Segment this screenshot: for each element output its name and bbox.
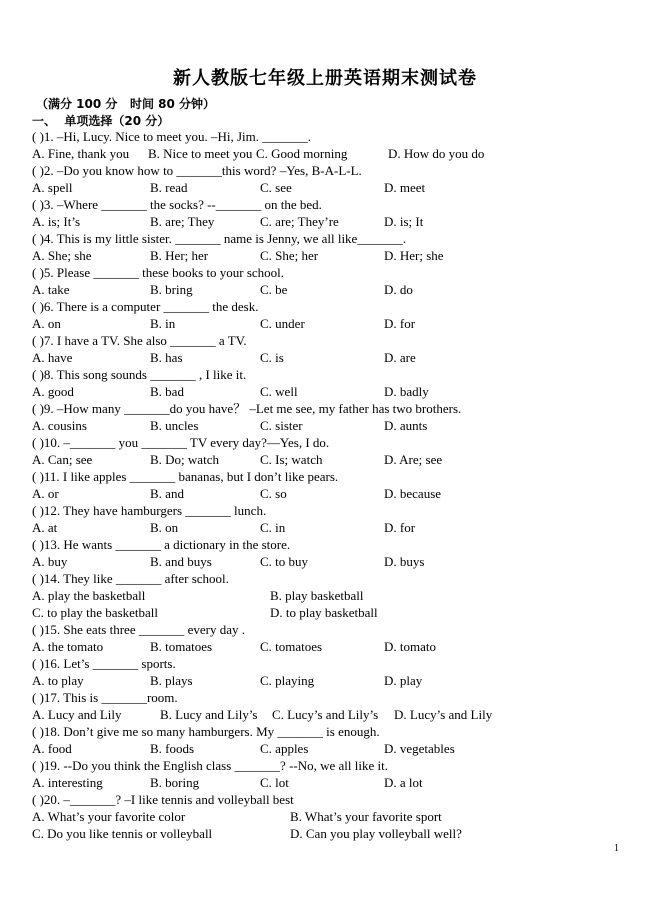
answer-option: B. Nice to meet you	[148, 146, 253, 161]
answer-option: C. playing	[260, 673, 315, 688]
answer-option: A. What’s your favorite color	[32, 809, 186, 824]
answer-option: C. lot	[260, 775, 289, 790]
answer-option: B. has	[150, 350, 183, 365]
option-row	[32, 604, 632, 621]
answer-option: A. to play	[32, 673, 84, 688]
answer-option: A. at	[32, 520, 58, 535]
question-stem: ( )2. –Do you know how to _______this word? –Yes, B-A-L-L.	[32, 163, 362, 178]
option-row	[32, 587, 632, 604]
answer-option: A. the tomato	[32, 639, 104, 654]
answer-option: D. because	[384, 486, 442, 501]
question-stem: ( )16. Let’s _______ sports.	[32, 656, 176, 671]
answer-option: B. tomatoes	[150, 639, 213, 654]
question-stem: ( )4. This is my little sister. _______ name is Jenny, we all like_______.	[32, 231, 407, 246]
question-stem: ( )18. Don’t give me so many hamburgers. My _______ is enough.	[32, 724, 380, 739]
answer-option: D. How do you do	[388, 146, 485, 161]
question-stem: ( )5. Please _______ these books to your school.	[32, 265, 285, 280]
answer-option: C. sister	[260, 418, 303, 433]
answer-option: D. Lucy’s and Lily	[394, 707, 493, 722]
answer-option: A. take	[32, 282, 70, 297]
answer-option: D. badly	[384, 384, 429, 399]
question-stem: ( )13. He wants _______ a dictionary in the store.	[32, 537, 291, 552]
answer-option: C. to play the basketball	[32, 605, 159, 620]
answer-option: D. is; It	[384, 214, 424, 229]
answer-option: D. to play basketball	[270, 605, 378, 620]
answer-option: B. uncles	[150, 418, 199, 433]
answer-option: A. spell	[32, 180, 73, 195]
answer-option: B. bad	[150, 384, 184, 399]
option-row	[32, 145, 632, 162]
answer-option: C. see	[260, 180, 292, 195]
answer-option: D. do	[384, 282, 413, 297]
option-row	[32, 706, 632, 723]
page-number: 1	[614, 843, 619, 854]
answer-option: A. interesting	[32, 775, 103, 790]
answer-option: A. Fine, thank you	[32, 146, 130, 161]
answer-option: C. She; her	[260, 248, 319, 263]
question-stem: ( )19. --Do you think the English class _______? --No, we all like it.	[32, 758, 388, 773]
question-stem: ( )10. –_______ you _______ TV every day?—Yes, I do.	[32, 435, 330, 450]
question-stem: ( )9. –How many _______do you have？ –Let me see, my father has two brothers.	[32, 401, 462, 416]
answer-option: D. play	[384, 673, 423, 688]
answer-option: B. play basketball	[270, 588, 364, 603]
answer-option: A. buy	[32, 554, 68, 569]
answer-option: A. Lucy and Lily	[32, 707, 122, 722]
answer-option: A. good	[32, 384, 74, 399]
answer-option: D. are	[384, 350, 416, 365]
question-stem: ( )1. –Hi, Lucy. Nice to meet you. –Hi, Jim. _______.	[32, 129, 311, 144]
option-row	[32, 808, 632, 825]
answer-option: C. Good morning	[256, 146, 348, 161]
answer-option: B. read	[150, 180, 188, 195]
answer-option: B. boring	[150, 775, 200, 790]
answer-option: B. plays	[150, 673, 193, 688]
page-title: 新人教版七年级上册英语期末测试卷	[173, 68, 477, 89]
option-row	[32, 638, 632, 655]
answer-option: A. play the basketball	[32, 588, 146, 603]
answer-option: B. What’s your favorite sport	[290, 809, 442, 824]
answer-option: C. in	[260, 520, 286, 535]
answer-option: C. Lucy’s and Lily’s	[272, 707, 379, 722]
answer-option: C. so	[260, 486, 287, 501]
answer-option: C. is	[260, 350, 284, 365]
question-stem: ( )3. –Where _______ the socks? --_______ on the bed.	[32, 197, 322, 212]
answer-option: B. in	[150, 316, 176, 331]
option-row	[32, 281, 632, 298]
answer-option: B. foods	[150, 741, 195, 756]
answer-option: D. meet	[384, 180, 426, 195]
answer-option: B. and buys	[150, 554, 212, 569]
question-stem: ( )20. –_______? –I like tennis and volleyball best	[32, 792, 294, 807]
option-row	[32, 672, 632, 689]
answer-option: D. for	[384, 316, 416, 331]
answer-option: A. Can; see	[32, 452, 93, 467]
option-row	[32, 417, 632, 434]
answer-option: D. for	[384, 520, 416, 535]
answer-option: A. food	[32, 741, 72, 756]
question-stem: ( )14. They like _______ after school.	[32, 571, 229, 586]
question-stem: ( )6. There is a computer _______ the desk.	[32, 299, 259, 314]
answer-option: C. tomatoes	[260, 639, 323, 654]
option-row	[32, 519, 632, 536]
answer-option: D. a lot	[384, 775, 423, 790]
option-row	[32, 213, 632, 230]
answer-option: C. under	[260, 316, 305, 331]
answer-option: D. vegetables	[384, 741, 455, 756]
answer-option: B. on	[150, 520, 179, 535]
option-row	[32, 179, 632, 196]
answer-option: C. Is; watch	[260, 452, 323, 467]
option-row	[32, 383, 632, 400]
option-row	[32, 349, 632, 366]
answer-option: A. She; she	[32, 248, 92, 263]
answer-option: D. tomato	[384, 639, 436, 654]
answer-option: D. Are; see	[384, 452, 443, 467]
option-row	[32, 451, 632, 468]
answer-option: A. or	[32, 486, 59, 501]
answer-option: B. and	[150, 486, 184, 501]
answer-option: B. Do; watch	[150, 452, 219, 467]
answer-option: C. to buy	[260, 554, 309, 569]
option-row	[32, 247, 632, 264]
answer-option: D. Her; she	[384, 248, 444, 263]
answer-option: A. is; It’s	[32, 214, 81, 229]
answer-option: D. aunts	[384, 418, 428, 433]
answer-option: D. Can you play volleyball well?	[290, 826, 462, 841]
answer-option: C. well	[260, 384, 298, 399]
answer-option: B. bring	[150, 282, 193, 297]
answer-option: C. be	[260, 282, 288, 297]
option-row	[32, 825, 632, 842]
section-heading: 一、 单项选择（20 分）	[32, 114, 170, 128]
question-stem: ( )11. I like apples _______ bananas, but I don’t like pears.	[32, 469, 339, 484]
option-row	[32, 315, 632, 332]
answer-option: B. Her; her	[150, 248, 209, 263]
answer-option: B. are; They	[150, 214, 215, 229]
answer-option: A. on	[32, 316, 61, 331]
question-stem: ( )17. This is _______room.	[32, 690, 178, 705]
answer-option: A. cousins	[32, 418, 87, 433]
question-stem: ( )7. I have a TV. She also _______ a TV.	[32, 333, 247, 348]
option-row	[32, 485, 632, 502]
answer-option: B. Lucy and Lily’s	[160, 707, 258, 722]
exam-info: （满分 100 分 时间 80 分钟）	[36, 97, 215, 111]
option-row	[32, 740, 632, 757]
question-stem: ( )8. This song sounds _______ , I like it.	[32, 367, 247, 382]
answer-option: C. Do you like tennis or volleyball	[32, 826, 213, 841]
answer-option: C. are; They’re	[260, 214, 339, 229]
option-row	[32, 553, 632, 570]
question-stem: ( )12. They have hamburgers _______ lunch.	[32, 503, 267, 518]
answer-option: C. apples	[260, 741, 309, 756]
option-row	[32, 774, 632, 791]
answer-option: A. have	[32, 350, 73, 365]
question-list	[32, 128, 632, 842]
answer-option: D. buys	[384, 554, 425, 569]
question-stem: ( )15. She eats three _______ every day .	[32, 622, 245, 637]
